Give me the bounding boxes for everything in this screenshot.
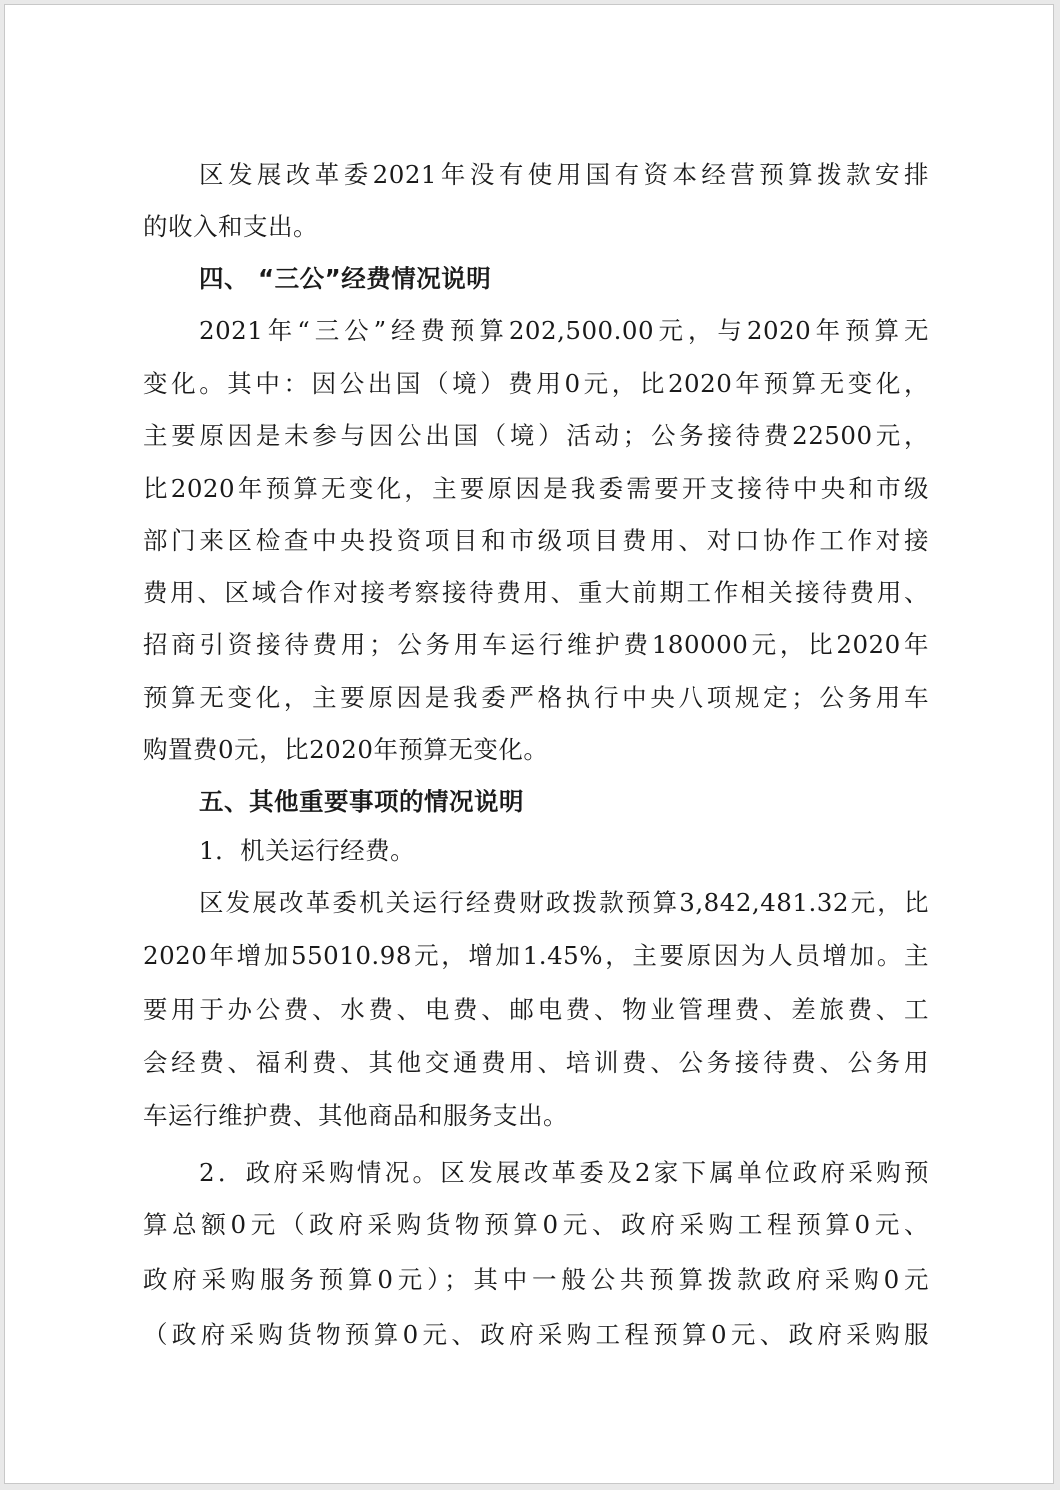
paragraph-line: 会经费、福利费、其他交通费用、培训费、公务接待费、公务用 bbox=[143, 1048, 929, 1077]
paragraph-line: 部门来区检查中央投资项目和市级项目费用、对口协作工作对接 bbox=[143, 526, 929, 555]
paragraph-line: 要用于办公费、水费、电费、邮电费、物业管理费、差旅费、工 bbox=[143, 995, 929, 1024]
paragraph-line: 2．政府采购情况。区发展改革委及2家下属单位政府采购预 bbox=[199, 1158, 929, 1187]
subsection-heading: 1．机关运行经费。 bbox=[199, 836, 416, 865]
paragraph-line: 2021年“三公”经费预算202,500.00元，与2020年预算无 bbox=[199, 316, 929, 345]
paragraph-line: 费用、区域合作对接考察接待费用、重大前期工作相关接待费用、 bbox=[143, 578, 929, 607]
paragraph-line: 购置费0元，比2020年预算无变化。 bbox=[143, 735, 549, 764]
paragraph-line: 车运行维护费、其他商品和服务支出。 bbox=[143, 1101, 568, 1130]
paragraph-line: 主要原因是未参与因公出国（境）活动；公务接待费22500元， bbox=[143, 421, 929, 450]
section-heading: 五、其他重要事项的情况说明 bbox=[199, 787, 524, 816]
paragraph-line: 预算无变化，主要原因是我委严格执行中央八项规定；公务用车 bbox=[143, 683, 929, 712]
paragraph-line: 的收入和支出。 bbox=[143, 212, 318, 241]
paragraph-line: 变化。其中：因公出国（境）费用0元，比2020年预算无变化， bbox=[143, 369, 929, 398]
paragraph-line: 比2020年预算无变化，主要原因是我委需要开支接待中央和市级 bbox=[143, 474, 929, 503]
paragraph-line: 政府采购服务预算0元）；其中一般公共预算拨款政府采购0元 bbox=[143, 1265, 929, 1294]
paragraph-line: 区发展改革委2021年没有使用国有资本经营预算拨款安排 bbox=[199, 160, 929, 189]
paragraph-line: 区发展改革委机关运行经费财政拨款预算3,842,481.32元，比 bbox=[199, 888, 929, 917]
section-heading: 四、 “三公”经费情况说明 bbox=[199, 264, 492, 293]
paragraph-line: （政府采购货物预算0元、政府采购工程预算0元、政府采购服 bbox=[143, 1320, 929, 1349]
paragraph-line: 招商引资接待费用；公务用车运行维护费180000元，比2020年 bbox=[143, 630, 929, 659]
document-page bbox=[4, 4, 1054, 1484]
paragraph-line: 2020年增加55010.98元，增加1.45%，主要原因为人员增加。主 bbox=[143, 941, 929, 970]
paragraph-line: 算总额0元（政府采购货物预算0元、政府采购工程预算0元、 bbox=[143, 1210, 929, 1239]
